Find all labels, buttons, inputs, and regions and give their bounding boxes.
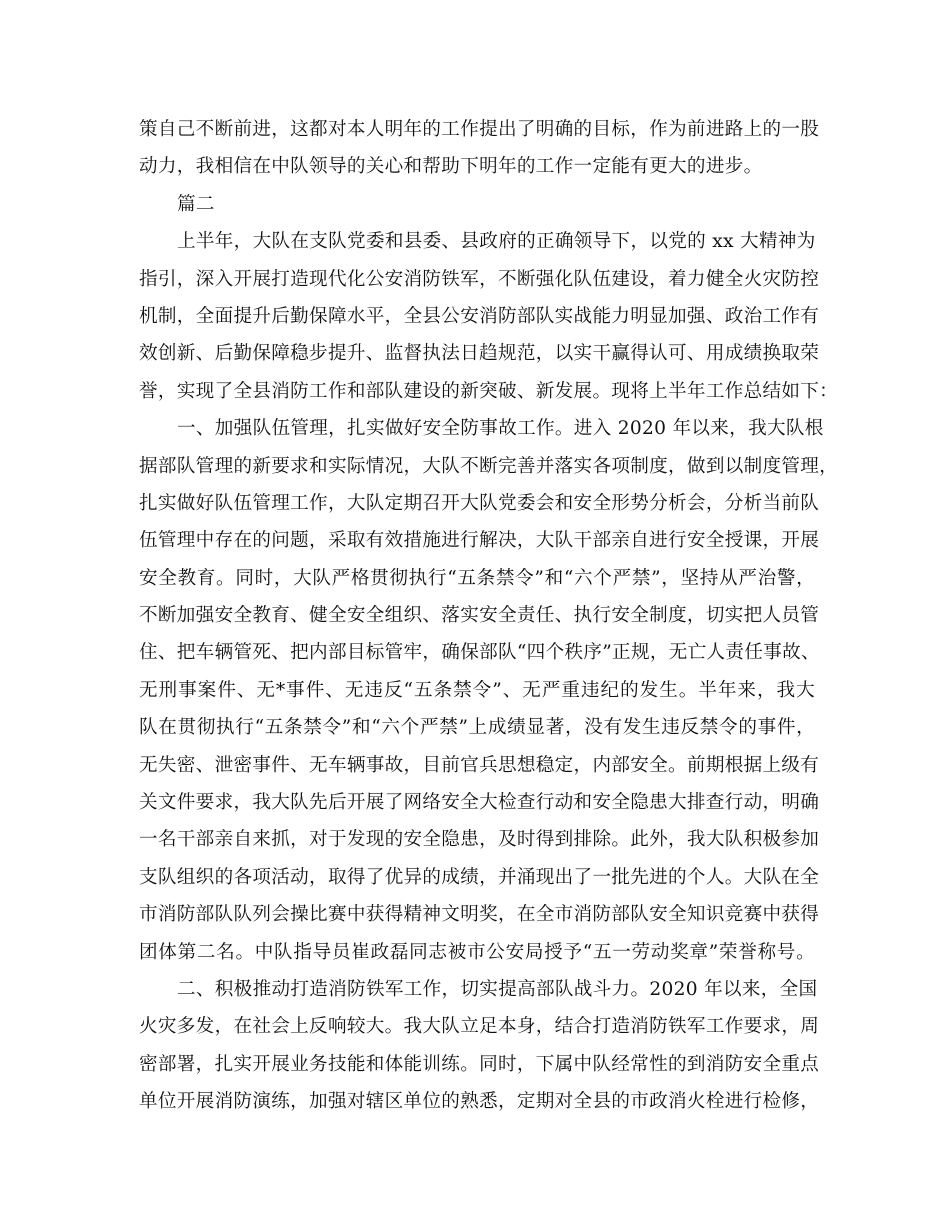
text-line: 不断加强安全教育、健全安全组织、落实安全责任、执行安全制度，切实把人员管 bbox=[139, 605, 820, 627]
text-line: 指引，深入开展打造现代化公安消防铁军，不断强化队伍建设，着力健全火灾防控 bbox=[139, 268, 820, 290]
text-line: 单位开展消防演练，加强对辖区单位的熟悉，定期对全县的市政消火栓进行检修， bbox=[139, 1091, 820, 1113]
text-line: 团体第二名。中队指导员崔政磊同志被市公安局授予“五一劳动奖章”荣誉称号。 bbox=[139, 941, 815, 963]
text-line: 伍管理中存在的问题，采取有效措施进行解决，大队干部亲自进行安全授课，开展 bbox=[139, 530, 820, 552]
text-line: 据部队管理的新要求和实际情况，大队不断完善并落实各项制度，做到以制度管理， bbox=[139, 455, 839, 477]
text-line: 无刑事案件、无*事件、无违反“五条禁令”、无严重违纪的发生。半年来，我大 bbox=[139, 679, 815, 701]
text-line: 效创新、后勤保障稳步提升、监督执法日趋规范，以实干赢得认可、用成绩换取荣 bbox=[139, 343, 820, 365]
text-line: 上半年，大队在支队党委和县委、县政府的正确领导下，以党的 xx 大精神为 bbox=[177, 231, 816, 253]
text-line: 密部署，扎实开展业务技能和体能训练。同时，下属中队经常性的到消防安全重点 bbox=[139, 1053, 820, 1075]
text-line: 无失密、泄密事件、无车辆事故，目前官兵思想稳定，内部安全。前期根据上级有 bbox=[139, 754, 820, 776]
document-body bbox=[139, 111, 839, 1121]
text-line: 关文件要求，我大队先后开展了网络安全大检查行动和安全隐患大排查行动，明确 bbox=[139, 792, 820, 814]
text-line: 二、积极推动打造消防铁军工作，切实提高部队战斗力。2020 年以来，全国 bbox=[177, 978, 818, 1000]
text-line: 安全教育。同时，大队严格贯彻执行“五条禁令”和“六个严禁”，坚持从严治警， bbox=[139, 567, 815, 589]
text-line: 一名干部亲自来抓，对于发现的安全隐患，及时得到排除。此外，我大队积极参加 bbox=[139, 829, 820, 851]
section-heading: 篇二 bbox=[177, 193, 215, 215]
text-line: 火灾多发，在社会上反响较大。我大队立足本身，结合打造消防铁军工作要求，周 bbox=[139, 1016, 820, 1038]
text-line: 一、加强队伍管理，扎实做好安全防事故工作。进入 2020 年以来，我大队根 bbox=[177, 418, 824, 440]
text-line: 市消防部队队列会操比赛中获得精神文明奖，在全市消防部队安全知识竞赛中获得 bbox=[139, 904, 820, 926]
text-line: 誉，实现了全县消防工作和部队建设的新突破、新发展。现将上半年工作总结如下： bbox=[139, 380, 839, 402]
text-line: 策自己不断前进，这都对本人明年的工作提出了明确的目标，作为前进路上的一股 bbox=[139, 119, 820, 140]
text-line: 队在贯彻执行“五条禁令”和“六个严禁”上成绩显著，没有发生违反禁令的事件， bbox=[139, 717, 815, 739]
text-line: 机制，全面提升后勤保障水平，全县公安消防部队实战能力明显加强、政治工作有 bbox=[139, 305, 820, 327]
text-line: 动力，我相信在中队领导的关心和帮助下明年的工作一定能有更大的进步。 bbox=[139, 156, 763, 178]
text-line: 支队组织的各项活动，取得了优异的成绩，并涌现出了一批先进的个人。大队在全 bbox=[139, 866, 820, 888]
text-line: 扎实做好队伍管理工作，大队定期召开大队党委会和安全形势分析会，分析当前队 bbox=[139, 492, 820, 514]
text-line: 住、把车辆管死、把内部目标管牢，确保部队“四个秩序”正规，无亡人责任事故、 bbox=[139, 642, 820, 664]
